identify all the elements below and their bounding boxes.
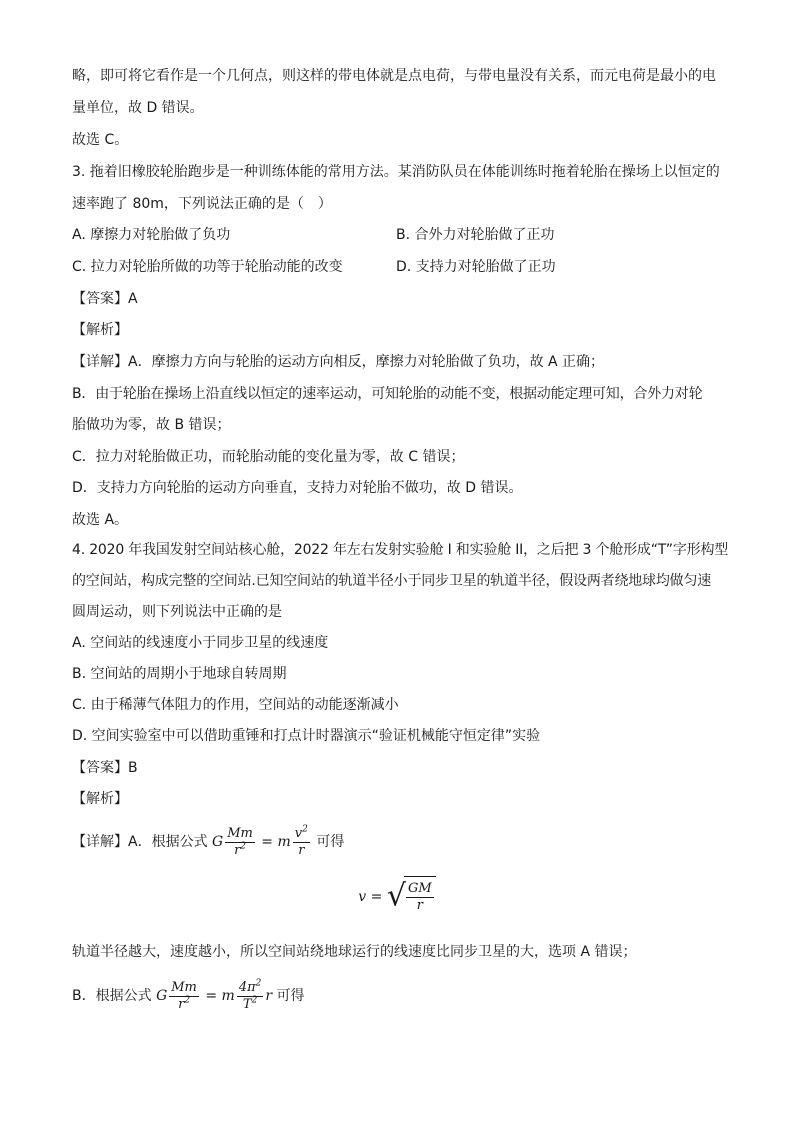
q3-analysis-label: 【解析】: [72, 322, 128, 338]
q4-option-b: B. 空间站的周期小于地球自转周期: [72, 666, 287, 682]
text-line: 故选 C。: [72, 132, 129, 148]
fraction: [169, 980, 199, 1013]
fraction: [237, 980, 264, 1013]
square-root: √ $\frac{GM}{r}$: [387, 876, 436, 917]
q4-answer: 【答案】B: [72, 760, 138, 776]
q3-stem: 3. 拖着旧橡胶轮胎跑步是一种训练体能的常用方法。某消防队员在体能训练时拖着轮胎在操场上以恒定的: [72, 164, 720, 180]
q4-stem: 圆周运动，则下列说法中正确的是: [72, 604, 282, 620]
symbol-m: m: [277, 834, 291, 850]
numerator: $v^2$: [294, 824, 308, 841]
symbol-v: v: [358, 888, 367, 905]
denominator: r: [298, 842, 305, 858]
formula-orbital-velocity: [0, 876, 794, 920]
text-line: 略，即可将它看作是一个几何点，则这样的带电体就是点电荷，与带电量没有关系，而元电荷是最小的电: [72, 68, 716, 84]
fraction: [293, 826, 310, 859]
q3-detail: C．拉力对轮胎做正功，而轮胎动能的变化量为零，故 C 错误；: [72, 449, 465, 465]
q3-detail: 【详解】A．摩擦力方向与轮胎的运动方向相反，摩擦力对轮胎做了负功，故 A 正确；: [72, 354, 605, 370]
denominator: $r^2$: [234, 841, 247, 858]
denominator: $r^2$: [178, 995, 191, 1012]
q4-option-a: A. 空间站的线速度小于同步卫星的线速度: [72, 635, 329, 651]
symbol-m: m: [221, 988, 235, 1004]
q4-detail-formula-line: [72, 978, 305, 1018]
fraction: [225, 826, 255, 859]
symbol-g: G: [156, 988, 168, 1004]
q3-option-d: D. 支持力对轮胎做了正功: [396, 259, 556, 275]
q3-option-b: B. 合外力对轮胎做了正功: [396, 227, 555, 243]
q4-stem: 4. 2020 年我国发射空间站核心舱，2022 年左右发射实验舱 I 和实验舱 II，之后把 3 个舱形成“T”字形构型: [72, 542, 729, 558]
numerator: GM: [407, 880, 432, 896]
q3-detail: B．由于轮胎在操场上沿直线以恒定的速率运动，可知轮胎的动能不变，根据动能定理可知，合外力对轮: [72, 386, 703, 402]
q4-detail-formula-line: [72, 824, 344, 864]
equals-sign: =: [200, 988, 222, 1004]
symbol-g: G: [212, 834, 224, 850]
q4-detail: 轨道半径越大，速度越小，所以空间站绕地球运行的线速度比同步卫星的大，选项 A 错误；: [72, 944, 637, 960]
denominator: $T^2$: [242, 995, 258, 1012]
q3-stem: 速率跑了 80m，下列说法正确的是（ ）: [72, 196, 332, 212]
denominator: r: [416, 897, 423, 913]
fraction: [406, 881, 434, 914]
q3-answer: 【答案】A: [72, 291, 138, 307]
q4-option-c: C. 由于稀薄气体阻力的作用，空间站的动能逐渐减小: [72, 697, 399, 713]
q4-option-d: D. 空间实验室中可以借助重锤和打点计时器演示“验证机械能守恒定律”实验: [72, 728, 541, 744]
q3-option-c: C. 拉力对轮胎所做的功等于轮胎动能的改变: [72, 259, 343, 275]
q3-option-a: A. 摩擦力对轮胎做了负功: [72, 227, 231, 243]
numerator: Mm: [171, 979, 197, 995]
q4-detail-text: 可得: [316, 834, 345, 850]
q4-detail-text: 【详解】A．根据公式: [72, 834, 208, 850]
q4-stem: 的空间站，构成完整的空间站.已知空间站的轨道半径小于同步卫星的轨道半径，假设两者绕地球均做匀速: [72, 573, 712, 589]
formula-period: [156, 978, 276, 1012]
q4-detail-text: B．根据公式: [72, 988, 152, 1004]
formula-gravity: [212, 824, 316, 858]
numerator: Mm: [227, 825, 253, 841]
numerator: $4\pi^2$: [238, 978, 262, 995]
q3-detail: D．支持力方向轮胎的运动方向垂直，支持力对轮胎不做功，故 D 错误。: [72, 480, 523, 496]
text-line: 量单位，故 D 错误。: [72, 100, 204, 116]
q4-detail-text: 可得: [276, 988, 305, 1004]
q3-choose: 故选 A。: [72, 512, 129, 528]
q3-detail: 胎做功为零，故 B 错误；: [72, 417, 231, 433]
equals-sign: =: [256, 834, 278, 850]
symbol-r: r: [265, 988, 273, 1004]
q4-analysis-label: 【解析】: [72, 791, 128, 807]
equals-sign: =: [366, 888, 387, 905]
